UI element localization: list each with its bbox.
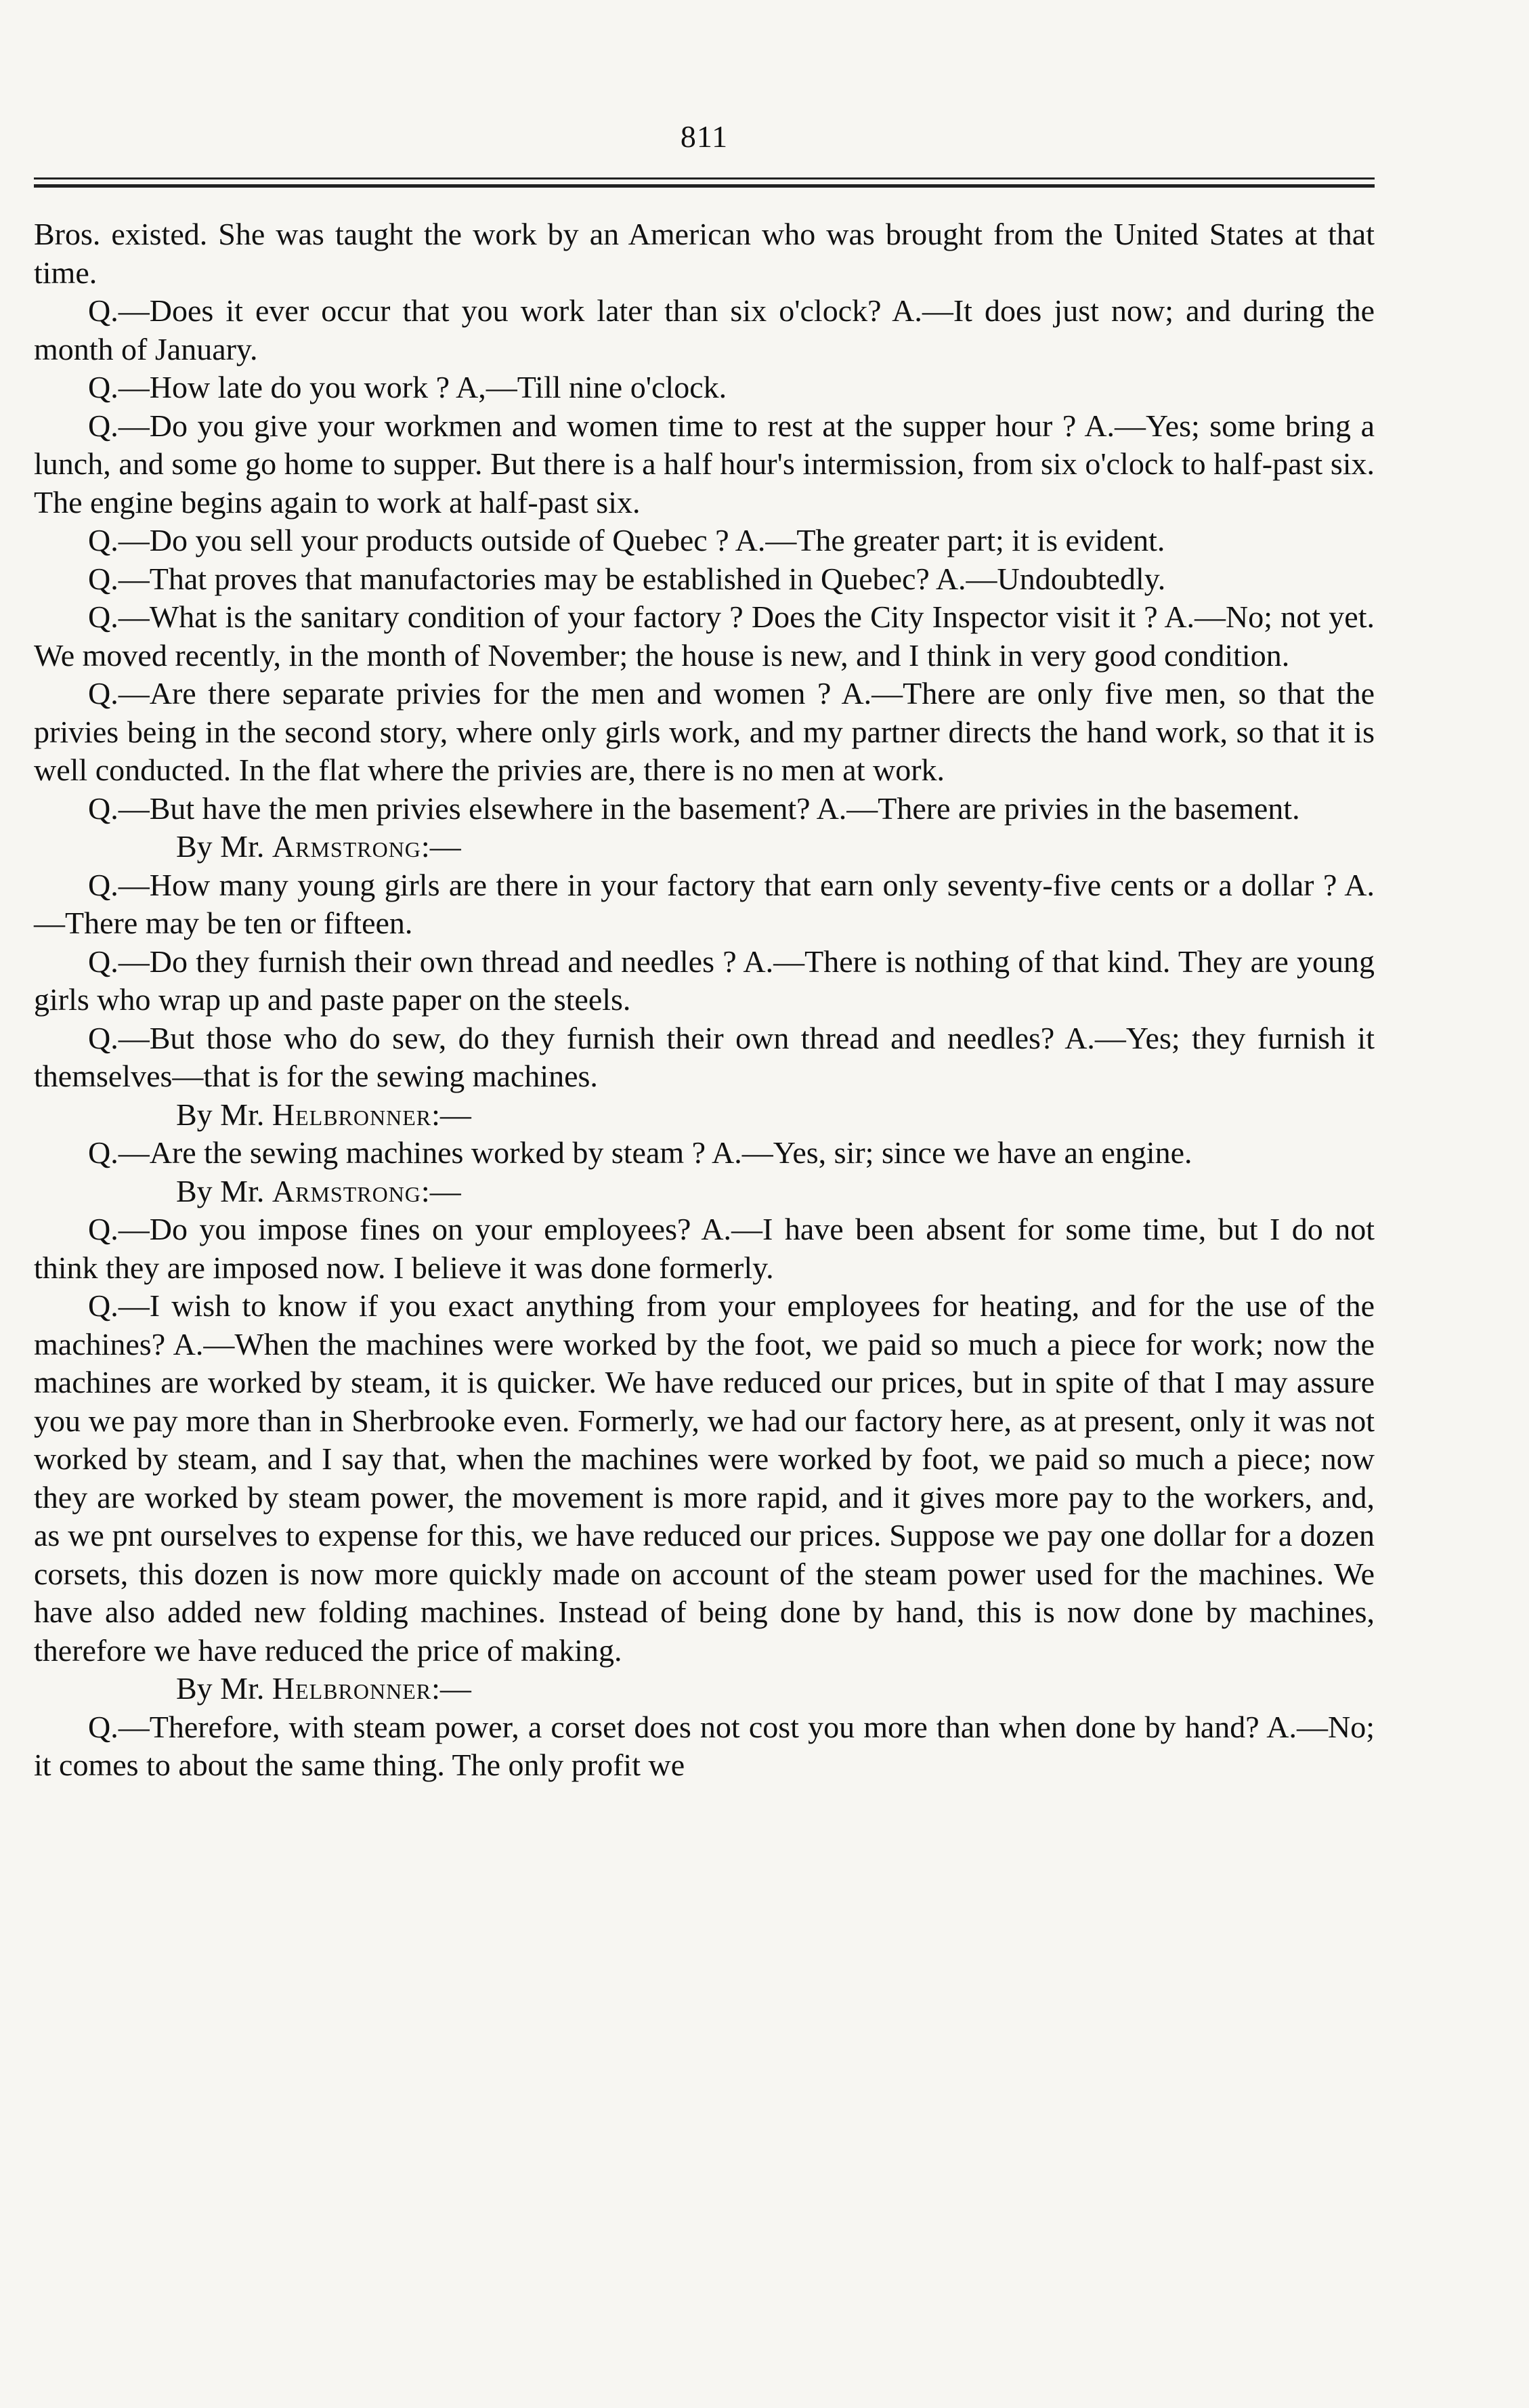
qa-paragraph: Q.—Does it ever occur that you work later than six o'clock? A.—It does just now; and during the month of January. [34, 293, 1375, 366]
qa-paragraph: Q.—Are there separate privies for the men and women ? A.—There are only five men, so that the privies being in the second story, where only girls work, and my partner directs the hand work, so that it is well conducted. In the flat where the privies are, there is no men at work. [34, 676, 1375, 787]
qa-paragraph: Q.—Do they furnish their own thread and needles ? A.—There is nothing of that kind. They are young girls who wrap up and paste paper on the steels. [34, 944, 1375, 1017]
speaker-byline [34, 1173, 1375, 1211]
byline-prefix: By Mr. [176, 1173, 265, 1208]
header-rule-thick [34, 184, 1375, 188]
document-page [34, 0, 1375, 2408]
qa-paragraph: Q.—How many young girls are there in your factory that earn only seventy-five cents or a dollar ? A.—There may be ten or fifteen. [34, 867, 1375, 940]
qa-paragraph: Q.—What is the sanitary condition of your factory ? Does the City Inspector visit it ? A.—No; not yet. We moved recently, in the month of November; the house is new, and I think in very good condition. [34, 599, 1375, 673]
byline-prefix: By Mr. [176, 829, 265, 864]
byline-suffix: :— [421, 1173, 461, 1208]
speaker-byline [34, 828, 1375, 866]
qa-paragraph: Q.—That proves that manufactories may be established in Quebec? A.—Undoubtedly. [88, 561, 1166, 596]
qa-paragraph: Q.—Do you sell your products outside of Quebec ? A.—The greater part; it is evident. [88, 523, 1165, 557]
speaker-name: Armstrong [272, 829, 421, 864]
byline-suffix: :— [421, 829, 461, 864]
qa-paragraph: Q.—Therefore, with steam power, a corset does not cost you more than when done by hand? A.—No; it comes to about the same thing. The only profit we [34, 1709, 1375, 1782]
qa-paragraph: Q.—Do you give your workmen and women time to rest at the supper hour ? A.—Yes; some bring a lunch, and some go home to supper. But there is a half hour's intermission, from six o'clock to half-past six. The engine begins again to work at half-past six. [34, 408, 1375, 520]
byline-suffix: :— [431, 1671, 471, 1706]
speaker-byline [34, 1096, 1375, 1135]
qa-paragraph: Q.—How late do you work ? A,—Till nine o'clock. [88, 370, 727, 404]
speaker-name: Helbronner [272, 1097, 432, 1132]
paragraph-continuation: Bros. existed. She was taught the work by an American who was brought from the United States at that time. [34, 217, 1375, 290]
testimony-text [34, 215, 1375, 1785]
header-double-rule [34, 177, 1375, 192]
speaker-byline [34, 1670, 1375, 1708]
byline-suffix: :— [431, 1097, 471, 1132]
qa-paragraph: Q.—Are the sewing machines worked by steam ? A.—Yes, sir; since we have an engine. [88, 1135, 1192, 1170]
header-rule-thin [34, 177, 1375, 179]
qa-paragraph: Q.—But those who do sew, do they furnish their own thread and needles? A.—Yes; they furnish it themselves—that is for the sewing machines. [34, 1020, 1375, 1093]
qa-paragraph: Q.—But have the men privies elsewhere in the basement? A.—There are privies in the basement. [88, 790, 1300, 826]
byline-prefix: By Mr. [176, 1671, 265, 1706]
page-number: 811 [680, 119, 729, 154]
speaker-name: Helbronner [272, 1671, 432, 1706]
speaker-name: Armstrong [272, 1173, 421, 1208]
qa-paragraph: Q.—I wish to know if you exact anything from your employees for heating, and for the use of the machines? A.—When the machines were worked by the foot, we paid so much a piece for work; now the machines are worked by steam, it is quicker. We have reduced our prices, but in spite of that I may assure you we pay more than in Sherbrooke even. Formerly, we had our factory here, as at present, only it was not worked by steam, and I say that, when the machines were worked by foot, we paid so much a piece; now they are worked by steam power, the movement is more rapid, and it gives more pay to the workers, and, as we pnt ourselves to expense for this, we have reduced our prices. Suppose we pay one dollar for a dozen corsets, this dozen is now more quickly made on account of the steam power used for the machines. We have also added new folding machines. Instead of being done by hand, this is now done by machines, therefore we have reduced the price of making. [34, 1288, 1375, 1668]
byline-prefix: By Mr. [176, 1097, 265, 1132]
qa-paragraph: Q.—Do you impose fines on your employees? A.—I have been absent for some time, but I do not think they are imposed now. I believe it was done formerly. [34, 1212, 1375, 1285]
